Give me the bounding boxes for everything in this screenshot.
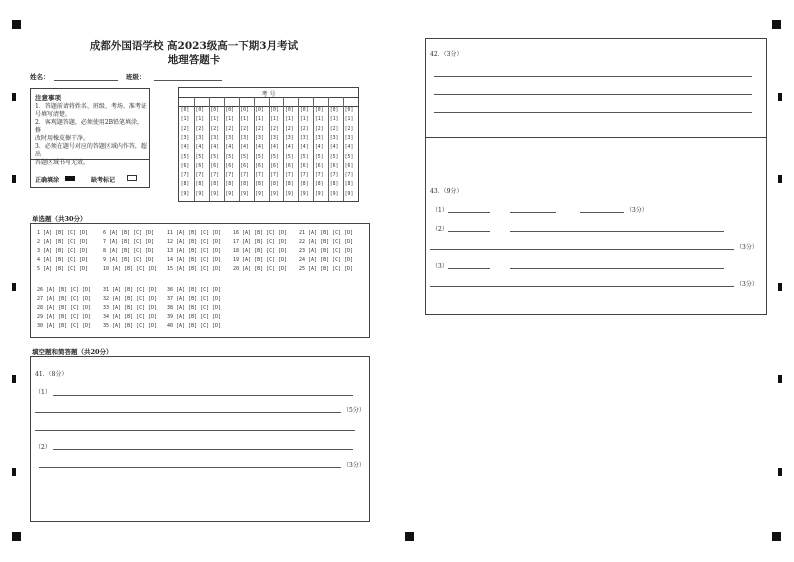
q41-title: 41．（8分）	[35, 371, 68, 378]
class-field[interactable]	[154, 80, 222, 81]
exam-id-bubble[interactable]: [8]	[225, 182, 235, 188]
notes-text	[35, 103, 149, 167]
exam-id-bubble[interactable]: [3]	[314, 135, 324, 141]
exam-id-bubble[interactable]: [4]	[225, 145, 235, 151]
q41-answer-line[interactable]	[35, 412, 341, 413]
timing-mark	[12, 93, 16, 101]
timing-mark	[778, 93, 782, 101]
mc-box	[30, 223, 370, 338]
mc-heading: 单选题（共30分）	[32, 215, 87, 223]
mc-question-row[interactable]: 1 [A] [B] [C] [D]	[37, 230, 89, 236]
exam-id-heading: 考 号	[261, 91, 276, 98]
exam-id-bubble[interactable]: [3]	[299, 135, 309, 141]
exam-id-bubble[interactable]: [3]	[255, 135, 264, 141]
timing-mark	[12, 283, 16, 291]
mc-question-row[interactable]: 27 [A] [B] [C] [D]	[37, 296, 92, 302]
mc-question-row[interactable]: 14 [A] [B] [C] [D]	[167, 257, 222, 263]
mc-question-row[interactable]: 31 [A] [B] [C] [D]	[103, 287, 158, 293]
exam-id-bubble[interactable]: [0]	[329, 108, 339, 113]
exam-id-bubble[interactable]: [6]	[299, 163, 309, 169]
exam-id-bubble[interactable]: [0]	[240, 108, 249, 113]
note-line: 改时用橡皮擦干净。	[35, 135, 90, 142]
exam-id-bubble[interactable]: [5]	[240, 154, 249, 160]
exam-id-bubble[interactable]: [8]	[344, 182, 354, 188]
exam-id-bubble[interactable]: [7]	[299, 173, 309, 179]
exam-id-bubble[interactable]: [6]	[240, 163, 249, 169]
exam-id-bubble[interactable]: [7]	[180, 173, 190, 179]
exam-id-bubble[interactable]: [2]	[329, 126, 339, 132]
note-line: 2．客观题答题，必须使用2B铅笔填涂，修	[35, 119, 144, 134]
exam-id-bubble[interactable]: [2]	[299, 126, 309, 132]
q43-answer-line[interactable]	[448, 268, 490, 269]
mc-question-row[interactable]: 24 [A] [B] [C] [D]	[299, 257, 354, 263]
page-title: 成都外国语学校 高2023级高一下期3月考试	[89, 40, 299, 52]
exam-id-bubble[interactable]: [3]	[285, 135, 294, 141]
exam-id-bubble[interactable]: [7]	[210, 173, 220, 179]
exam-id-bubble[interactable]: [6]	[225, 163, 235, 169]
registration-mark	[12, 20, 21, 29]
q41-part1-label: （1）	[35, 389, 51, 396]
exam-id-bubble[interactable]: [4]	[329, 145, 339, 151]
exam-id-bubble[interactable]: [0]	[314, 108, 324, 113]
exam-id-bubble[interactable]: [7]	[285, 173, 294, 179]
exam-id-bubble[interactable]: [7]	[240, 173, 249, 179]
q43-title: 43．（9分）	[430, 188, 463, 195]
q41-part2-label: （2）	[35, 444, 51, 451]
exam-id-bubble[interactable]: [4]	[344, 145, 354, 151]
exam-id-bubble[interactable]: [5]	[314, 154, 324, 160]
registration-mark	[12, 532, 21, 541]
exam-id-bubble[interactable]: [0]	[255, 108, 264, 113]
exam-id-bubble[interactable]: [1]	[180, 117, 190, 123]
exam-id-bubble[interactable]: [8]	[240, 182, 249, 188]
exam-id-bubble[interactable]: [1]	[285, 117, 294, 123]
mc-question-row[interactable]: 29 [A] [B] [C] [D]	[37, 314, 92, 320]
q41-answer-line[interactable]	[35, 430, 355, 431]
exam-id-bubble[interactable]: [3]	[225, 135, 235, 141]
timing-mark	[12, 375, 16, 383]
correct-fill-sample	[65, 176, 75, 181]
exam-id-bubble[interactable]: [0]	[285, 108, 294, 113]
exam-id-bubble[interactable]: [8]	[329, 182, 339, 188]
exam-id-bubble[interactable]: [9]	[210, 191, 220, 197]
mc-question-row[interactable]: 19 [A] [B] [C] [D]	[233, 257, 288, 263]
exam-id-bubble[interactable]: [9]	[314, 191, 324, 197]
exam-id-bubble[interactable]: [0]	[344, 108, 354, 113]
q43-answer-line[interactable]	[448, 212, 490, 213]
mc-question-row[interactable]: 40 [A] [B] [C] [D]	[167, 323, 222, 329]
mc-question-row[interactable]: 13 [A] [B] [C] [D]	[167, 248, 222, 254]
exam-id-bubble[interactable]: [4]	[240, 145, 249, 151]
q43-part1-points: （3分）	[626, 207, 648, 214]
exam-id-bubble[interactable]: [3]	[344, 135, 354, 141]
mc-question-row[interactable]: 32 [A] [B] [C] [D]	[103, 296, 158, 302]
absent-mark-label: 缺考标记	[91, 177, 116, 184]
q41-part1-points: （5分）	[343, 407, 365, 414]
exam-id-bubble[interactable]: [6]	[180, 163, 190, 169]
exam-id-bubble[interactable]: [9]	[225, 191, 235, 197]
mc-question-row[interactable]: 23 [A] [B] [C] [D]	[299, 248, 354, 254]
exam-id-bubble[interactable]: [7]	[195, 173, 205, 179]
exam-id-bubble[interactable]: [7]	[314, 173, 324, 179]
exam-id-bubble[interactable]: [9]	[299, 191, 309, 197]
mc-question-row[interactable]: 12 [A] [B] [C] [D]	[167, 239, 222, 245]
exam-id-bubble[interactable]: [2]	[180, 126, 190, 132]
mc-question-row[interactable]: 4 [A] [B] [C] [D]	[37, 257, 89, 263]
exam-id-bubble[interactable]: [2]	[285, 126, 294, 132]
note-line: 3．必须在题号对应的答题区域内作答，超出	[35, 143, 147, 158]
exam-id-bubble[interactable]: [4]	[299, 145, 309, 151]
q41-answer-line[interactable]	[53, 395, 353, 396]
mc-question-row[interactable]: 34 [A] [B] [C] [D]	[103, 314, 158, 320]
q43-box	[425, 137, 767, 315]
exam-id-bubble[interactable]: [2]	[314, 126, 324, 132]
exam-id-bubble[interactable]: [5]	[225, 154, 235, 160]
mc-question-row[interactable]: 3 [A] [B] [C] [D]	[37, 248, 89, 254]
exam-id-bubble[interactable]: [7]	[225, 173, 235, 179]
exam-id-bubble[interactable]: [0]	[180, 108, 190, 113]
exam-id-bubble[interactable]: [5]	[299, 154, 309, 160]
exam-id-bubble[interactable]: [6]	[285, 163, 294, 169]
exam-id-bubble[interactable]: [4]	[314, 145, 324, 151]
exam-id-grid	[178, 87, 359, 202]
exam-id-bubble[interactable]: [1]	[240, 117, 249, 123]
q42-answer-line[interactable]	[434, 112, 752, 113]
exam-id-bubble[interactable]: [7]	[344, 173, 354, 179]
note-line: 号填写清楚。	[35, 111, 72, 118]
mc-question-row[interactable]: 20 [A] [B] [C] [D]	[233, 266, 288, 272]
exam-id-bubble[interactable]: [9]	[270, 191, 279, 197]
exam-id-bubble[interactable]: [3]	[195, 135, 205, 141]
exam-id-bubble[interactable]: [8]	[255, 182, 264, 188]
exam-id-bubble[interactable]: [6]	[255, 163, 264, 169]
exam-id-bubble[interactable]: [1]	[344, 117, 354, 123]
timing-mark	[778, 375, 782, 383]
registration-mark	[405, 532, 414, 541]
q42-answer-line[interactable]	[434, 76, 752, 77]
exam-id-bubble[interactable]: [9]	[180, 191, 190, 197]
exam-id-bubble[interactable]: [4]	[195, 145, 205, 151]
exam-id-bubble[interactable]: [6]	[329, 163, 339, 169]
exam-id-bubble[interactable]: [3]	[240, 135, 249, 141]
exam-id-bubble[interactable]: [7]	[329, 173, 339, 179]
mc-question-row[interactable]: 2 [A] [B] [C] [D]	[37, 239, 89, 245]
q43-answer-line[interactable]	[430, 286, 734, 287]
notes-box	[30, 88, 150, 188]
exam-id-bubble[interactable]: [3]	[210, 135, 220, 141]
exam-id-bubble[interactable]: [4]	[210, 145, 220, 151]
exam-id-bubble[interactable]: [2]	[344, 126, 354, 132]
exam-id-bubble[interactable]: [5]	[285, 154, 294, 160]
notes-heading: 注意事项	[35, 94, 61, 102]
timing-mark	[12, 175, 16, 183]
q43-part3-label: （3）	[432, 263, 448, 270]
q43-part2-label: （2）	[432, 226, 448, 233]
exam-id-bubble[interactable]: [3]	[180, 135, 190, 141]
exam-id-bubble[interactable]: [1]	[329, 117, 339, 123]
exam-id-bubble[interactable]: [4]	[270, 145, 279, 151]
mc-question-row[interactable]: 15 [A] [B] [C] [D]	[167, 266, 222, 272]
notes-divider	[31, 159, 149, 160]
exam-id-bubble[interactable]: [6]	[270, 163, 279, 169]
exam-id-bubble[interactable]: [9]	[240, 191, 249, 197]
exam-id-bubble[interactable]: [2]	[240, 126, 249, 132]
q41-answer-line[interactable]	[53, 449, 353, 450]
exam-id-bubble[interactable]: [2]	[195, 126, 205, 132]
timing-mark	[778, 175, 782, 183]
correct-fill-label: 正确填涂	[35, 177, 60, 184]
exam-id-bubble[interactable]: [5]	[255, 154, 264, 160]
exam-id-bubble[interactable]: [5]	[195, 154, 205, 160]
exam-id-bubble[interactable]: [6]	[344, 163, 354, 169]
exam-id-bubble[interactable]: [9]	[195, 191, 205, 197]
q41-answer-line[interactable]	[39, 467, 341, 468]
name-field[interactable]	[54, 80, 118, 81]
q43-answer-line[interactable]	[510, 268, 724, 269]
exam-id-bubble[interactable]: [6]	[314, 163, 324, 169]
class-label: 班级：	[126, 73, 146, 81]
exam-id-bubble[interactable]: [9]	[285, 191, 294, 197]
exam-id-bubble[interactable]: [7]	[270, 173, 279, 179]
timing-mark	[778, 468, 782, 476]
exam-id-bubble[interactable]: [5]	[329, 154, 339, 160]
exam-id-bubble[interactable]: [6]	[195, 163, 205, 169]
q41-part2-points: （3分）	[343, 462, 365, 469]
exam-id-bubble[interactable]: [9]	[329, 191, 339, 197]
page-subtitle: 地理答题卡	[167, 54, 221, 66]
name-label: 姓名：	[30, 73, 50, 81]
mc-question-row[interactable]: 39 [A] [B] [C] [D]	[167, 314, 222, 320]
mc-question-row[interactable]: 11 [A] [B] [C] [D]	[167, 230, 222, 236]
exam-id-bubble[interactable]: [2]	[255, 126, 264, 132]
mc-question-row[interactable]: 8 [A] [B] [C] [D]	[103, 248, 155, 254]
exam-id-bubble[interactable]: [8]	[195, 182, 205, 188]
q43-answer-line[interactable]	[430, 249, 734, 250]
fill-heading: 填空题和简答题（共20分）	[32, 348, 113, 356]
mc-question-row[interactable]: 35 [A] [B] [C] [D]	[103, 323, 158, 329]
exam-id-bubble[interactable]: [2]	[210, 126, 220, 132]
exam-id-bubble[interactable]: [1]	[210, 117, 220, 123]
mc-question-row[interactable]: 9 [A] [B] [C] [D]	[103, 257, 155, 263]
mc-question-row[interactable]: 26 [A] [B] [C] [D]	[37, 287, 92, 293]
exam-id-bubble[interactable]: [0]	[225, 108, 235, 113]
exam-id-bubble[interactable]: [5]	[344, 154, 354, 160]
exam-id-bubble[interactable]: [1]	[299, 117, 309, 123]
exam-id-bubble[interactable]: [1]	[255, 117, 264, 123]
exam-id-bubble[interactable]: [6]	[210, 163, 220, 169]
mc-question-row[interactable]: 22 [A] [B] [C] [D]	[299, 239, 354, 245]
exam-id-bubble[interactable]: [1]	[225, 117, 235, 123]
exam-id-bubble[interactable]: [1]	[314, 117, 324, 123]
exam-id-bubble[interactable]: [4]	[180, 145, 190, 151]
exam-id-bubble[interactable]: [4]	[255, 145, 264, 151]
exam-id-bubble[interactable]: [8]	[270, 182, 279, 188]
q43-answer-line[interactable]	[510, 231, 724, 232]
exam-id-bubble[interactable]: [2]	[225, 126, 235, 132]
mc-question-row[interactable]: 16 [A] [B] [C] [D]	[233, 230, 288, 236]
mc-question-row[interactable]: 7 [A] [B] [C] [D]	[103, 239, 155, 245]
exam-id-bubble[interactable]: [0]	[270, 108, 279, 113]
mc-question-row[interactable]: 5 [A] [B] [C] [D]	[37, 266, 89, 272]
q43-answer-line[interactable]	[448, 231, 490, 232]
registration-mark	[772, 532, 781, 541]
mc-question-row[interactable]: 18 [A] [B] [C] [D]	[233, 248, 288, 254]
mc-question-row[interactable]: 37 [A] [B] [C] [D]	[167, 296, 222, 302]
mc-question-row[interactable]: 28 [A] [B] [C] [D]	[37, 305, 92, 311]
exam-id-bubble[interactable]: [3]	[270, 135, 279, 141]
timing-mark	[12, 468, 16, 476]
exam-id-bubble[interactable]: [1]	[270, 117, 279, 123]
exam-id-bubble[interactable]: [9]	[344, 191, 354, 197]
exam-id-bubble[interactable]: [7]	[255, 173, 264, 179]
exam-id-bubble[interactable]: [8]	[210, 182, 220, 188]
q43-part3-points: （3分）	[736, 281, 758, 288]
exam-id-bubble[interactable]: [9]	[255, 191, 264, 197]
mc-question-row[interactable]: 36 [A] [B] [C] [D]	[167, 287, 222, 293]
note-line: 1．答题前请将姓名、班级、考场、准考证	[35, 103, 147, 110]
mc-question-row[interactable]: 6 [A] [B] [C] [D]	[103, 230, 155, 236]
exam-id-bubble[interactable]: [0]	[210, 108, 220, 113]
q42-answer-line[interactable]	[434, 94, 752, 95]
exam-id-bubble[interactable]: [8]	[314, 182, 324, 188]
mc-question-row[interactable]: 21 [A] [B] [C] [D]	[299, 230, 354, 236]
q43-part2-points: （3分）	[736, 244, 758, 251]
exam-id-bubble[interactable]: [8]	[299, 182, 309, 188]
q42-title: 42．（3分）	[430, 51, 463, 58]
q43-answer-line[interactable]	[580, 212, 624, 213]
mc-question-row[interactable]: 33 [A] [B] [C] [D]	[103, 305, 158, 311]
mc-question-row[interactable]: 30 [A] [B] [C] [D]	[37, 323, 92, 329]
note-line: 答题区域书写无效。	[35, 159, 90, 166]
mc-question-row[interactable]: 17 [A] [B] [C] [D]	[233, 239, 288, 245]
exam-id-bubble[interactable]: [4]	[285, 145, 294, 151]
q42-box	[425, 38, 767, 138]
exam-id-bubble[interactable]: [1]	[195, 117, 205, 123]
exam-id-bubble[interactable]: [5]	[270, 154, 279, 160]
exam-id-bubble[interactable]: [5]	[180, 154, 190, 160]
exam-id-bubble[interactable]: [8]	[285, 182, 294, 188]
q41-box	[30, 356, 370, 522]
exam-id-bubble[interactable]: [3]	[329, 135, 339, 141]
mc-question-row[interactable]: 38 [A] [B] [C] [D]	[167, 305, 222, 311]
q43-part1-label: （1）	[432, 207, 448, 214]
exam-id-bubble[interactable]: [8]	[180, 182, 190, 188]
exam-id-bubble[interactable]: [0]	[195, 108, 205, 113]
exam-id-bubble[interactable]: [0]	[299, 108, 309, 113]
mc-question-row[interactable]: 25 [A] [B] [C] [D]	[299, 266, 354, 272]
timing-mark	[778, 283, 782, 291]
exam-id-bubble[interactable]: [2]	[270, 126, 279, 132]
q43-answer-line[interactable]	[510, 212, 556, 213]
absent-mark-box[interactable]	[127, 175, 137, 181]
registration-mark	[772, 20, 781, 29]
exam-id-bubble[interactable]: [5]	[210, 154, 220, 160]
mc-question-row[interactable]: 10 [A] [B] [C] [D]	[103, 266, 158, 272]
